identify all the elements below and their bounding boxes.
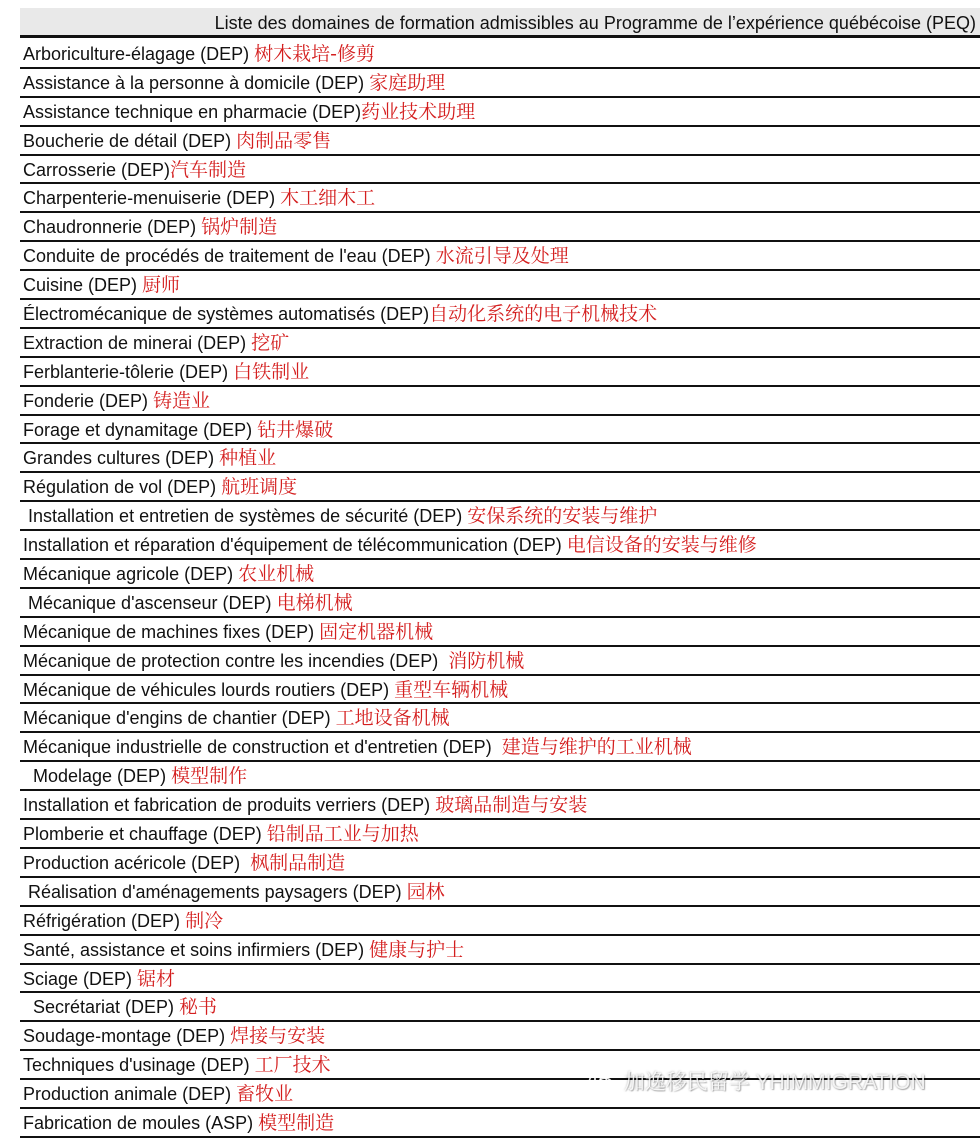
list-row xyxy=(20,618,980,647)
list-row xyxy=(20,358,980,387)
program-name-fr: Mécanique de machines fixes (DEP) xyxy=(23,621,320,642)
list-row xyxy=(20,127,980,156)
program-name-fr: Mécanique agricole (DEP) xyxy=(23,564,239,585)
program-name-fr: Secrétariat (DEP) xyxy=(23,997,180,1018)
watermark-text: 加逸移民留学 YHIMMIGRATION xyxy=(623,1071,926,1094)
program-name-fr: Installation et réparation d'équipement de télécommunication (DEP) xyxy=(23,535,567,556)
program-name-fr: Forage et dynamitage (DEP) xyxy=(23,419,258,440)
list-row xyxy=(20,473,980,502)
watermark xyxy=(588,1066,926,1096)
program-name-fr: Techniques d'usinage (DEP) xyxy=(23,1055,255,1076)
program-name-zh: 白铁制业 xyxy=(233,360,310,383)
program-name-zh: 汽车制造 xyxy=(170,158,247,181)
program-name-fr: Mécanique d'ascenseur (DEP) xyxy=(23,592,277,613)
program-name-zh: 木工细木工 xyxy=(280,187,376,210)
program-name-zh: 锯材 xyxy=(137,967,176,990)
program-name-zh: 焊接与安装 xyxy=(230,1025,326,1048)
program-name-fr: Assistance à la personne à domicile (DEP) xyxy=(23,72,370,93)
program-name-zh: 树木栽培-修剪 xyxy=(254,43,375,65)
list-row xyxy=(20,329,980,358)
program-name-fr: Fonderie (DEP) xyxy=(23,390,154,411)
program-name-zh: 重型车辆机械 xyxy=(394,678,509,701)
program-list xyxy=(20,40,980,1138)
program-name-zh: 固定机器机械 xyxy=(319,620,434,643)
wechat-icon xyxy=(588,1072,614,1092)
program-name-fr: Carrosserie (DEP) xyxy=(23,159,171,180)
program-name-fr: Installation et entretien de systèmes de sécurité (DEP) xyxy=(23,506,468,527)
program-name-zh: 健康与护士 xyxy=(369,938,465,961)
list-row xyxy=(20,242,980,271)
list-row xyxy=(20,213,980,242)
list-row xyxy=(20,156,980,185)
list-row xyxy=(20,444,980,473)
list-row xyxy=(20,907,980,936)
program-name-fr: Boucherie de détail (DEP) xyxy=(23,130,237,151)
program-name-zh: 模型制作 xyxy=(171,765,248,788)
program-name-fr: Régulation de vol (DEP) xyxy=(23,477,222,498)
program-name-zh: 钻井爆破 xyxy=(257,418,334,441)
list-row xyxy=(20,502,980,531)
program-name-fr: Soudage-montage (DEP) xyxy=(23,1026,231,1047)
program-name-fr: Santé, assistance et soins infirmiers (DEP) xyxy=(23,939,370,960)
program-name-zh: 自动化系统的电子机械技术 xyxy=(429,303,658,326)
program-name-fr: Réalisation d'aménagements paysagers (DEP) xyxy=(23,881,407,902)
program-name-zh: 种植业 xyxy=(219,447,277,470)
program-name-zh: 制冷 xyxy=(185,909,224,932)
program-name-zh: 枫制品制造 xyxy=(250,851,346,874)
program-name-fr: Fabrication de moules (ASP) xyxy=(23,1112,259,1133)
list-row xyxy=(20,560,980,589)
program-name-fr: Production acéricole (DEP) xyxy=(23,852,251,873)
program-name-zh: 肉制品零售 xyxy=(236,129,332,152)
program-name-zh: 建造与维护的工业机械 xyxy=(501,736,692,759)
program-name-zh: 药业技术助理 xyxy=(361,100,476,123)
program-name-fr: Mécanique d'engins de chantier (DEP) xyxy=(23,708,336,729)
list-row xyxy=(20,993,980,1022)
program-name-zh: 铸造业 xyxy=(153,389,211,412)
program-name-zh: 畜牧业 xyxy=(236,1083,294,1106)
list-row xyxy=(20,849,980,878)
list-row xyxy=(20,531,980,560)
program-name-fr: Réfrigération (DEP) xyxy=(23,910,186,931)
program-name-zh: 家庭助理 xyxy=(369,71,446,94)
list-row xyxy=(20,69,980,98)
program-name-zh: 航班调度 xyxy=(221,476,298,499)
list-row xyxy=(20,733,980,762)
list-row xyxy=(20,1022,980,1051)
program-name-fr: Assistance technique en pharmacie (DEP) xyxy=(23,101,362,122)
program-name-zh: 园林 xyxy=(406,880,445,903)
program-name-fr: Extraction de minerai (DEP) xyxy=(23,332,252,353)
table-header: Liste des domaines de formation admissibles au Programme de l’expérience québécoise (PEQ) xyxy=(20,8,980,38)
program-name-zh: 挖矿 xyxy=(251,331,290,354)
list-row xyxy=(20,387,980,416)
program-name-fr: Arboriculture-élagage (DEP) xyxy=(23,44,255,64)
list-row xyxy=(20,416,980,445)
program-name-fr: Plomberie et chauffage (DEP) xyxy=(23,824,267,845)
program-name-fr: Ferblanterie-tôlerie (DEP) xyxy=(23,361,234,382)
list-row xyxy=(20,762,980,791)
program-name-fr: Mécanique industrielle de construction et d'entretien (DEP) xyxy=(23,737,502,758)
program-name-zh: 秘书 xyxy=(179,996,218,1019)
list-row xyxy=(20,965,980,994)
program-name-zh: 电梯机械 xyxy=(276,591,353,614)
list-row xyxy=(20,1109,980,1138)
program-name-fr: Mécanique de protection contre les incendies (DEP) xyxy=(23,650,449,671)
program-name-fr: Production animale (DEP) xyxy=(23,1084,237,1105)
program-name-fr: Grandes cultures (DEP) xyxy=(23,448,220,469)
program-name-zh: 铅制品工业与加热 xyxy=(266,823,419,846)
program-name-fr: Installation et fabrication de produits verriers (DEP) xyxy=(23,795,436,816)
list-row xyxy=(20,936,980,965)
program-name-fr: Sciage (DEP) xyxy=(23,968,138,989)
list-row xyxy=(20,647,980,676)
program-name-zh: 电信设备的安装与维修 xyxy=(566,534,757,557)
list-row xyxy=(20,184,980,213)
program-name-fr: Mécanique de véhicules lourds routiers (DEP) xyxy=(23,679,395,700)
program-name-fr: Électromécanique de systèmes automatisés (DEP) xyxy=(23,304,430,325)
program-name-fr: Conduite de procédés de traitement de l'eau (DEP) xyxy=(23,246,436,267)
program-name-zh: 安保系统的安装与维护 xyxy=(467,505,658,528)
program-name-zh: 锅炉制造 xyxy=(201,216,278,239)
list-row xyxy=(20,704,980,733)
list-row xyxy=(20,271,980,300)
list-row xyxy=(20,878,980,907)
program-name-zh: 水流引导及处理 xyxy=(435,245,569,268)
program-name-fr: Chaudronnerie (DEP) xyxy=(23,217,202,238)
program-name-fr: Modelage (DEP) xyxy=(23,766,172,787)
program-name-zh: 农业机械 xyxy=(238,563,315,586)
list-row xyxy=(20,40,980,69)
list-row xyxy=(20,98,980,127)
program-name-zh: 玻璃品制造与安装 xyxy=(435,794,588,817)
program-name-zh: 工厂技术 xyxy=(254,1054,331,1077)
list-row xyxy=(20,589,980,618)
list-row xyxy=(20,791,980,820)
program-name-zh: 厨师 xyxy=(142,274,181,297)
program-name-zh: 模型制造 xyxy=(258,1111,335,1134)
program-name-fr: Charpenterie-menuiserie (DEP) xyxy=(23,188,281,209)
list-row xyxy=(20,300,980,329)
program-name-zh: 消防机械 xyxy=(448,649,525,672)
program-name-fr: Cuisine (DEP) xyxy=(23,275,143,296)
list-row xyxy=(20,820,980,849)
program-name-zh: 工地设备机械 xyxy=(335,707,450,730)
list-row xyxy=(20,676,980,705)
